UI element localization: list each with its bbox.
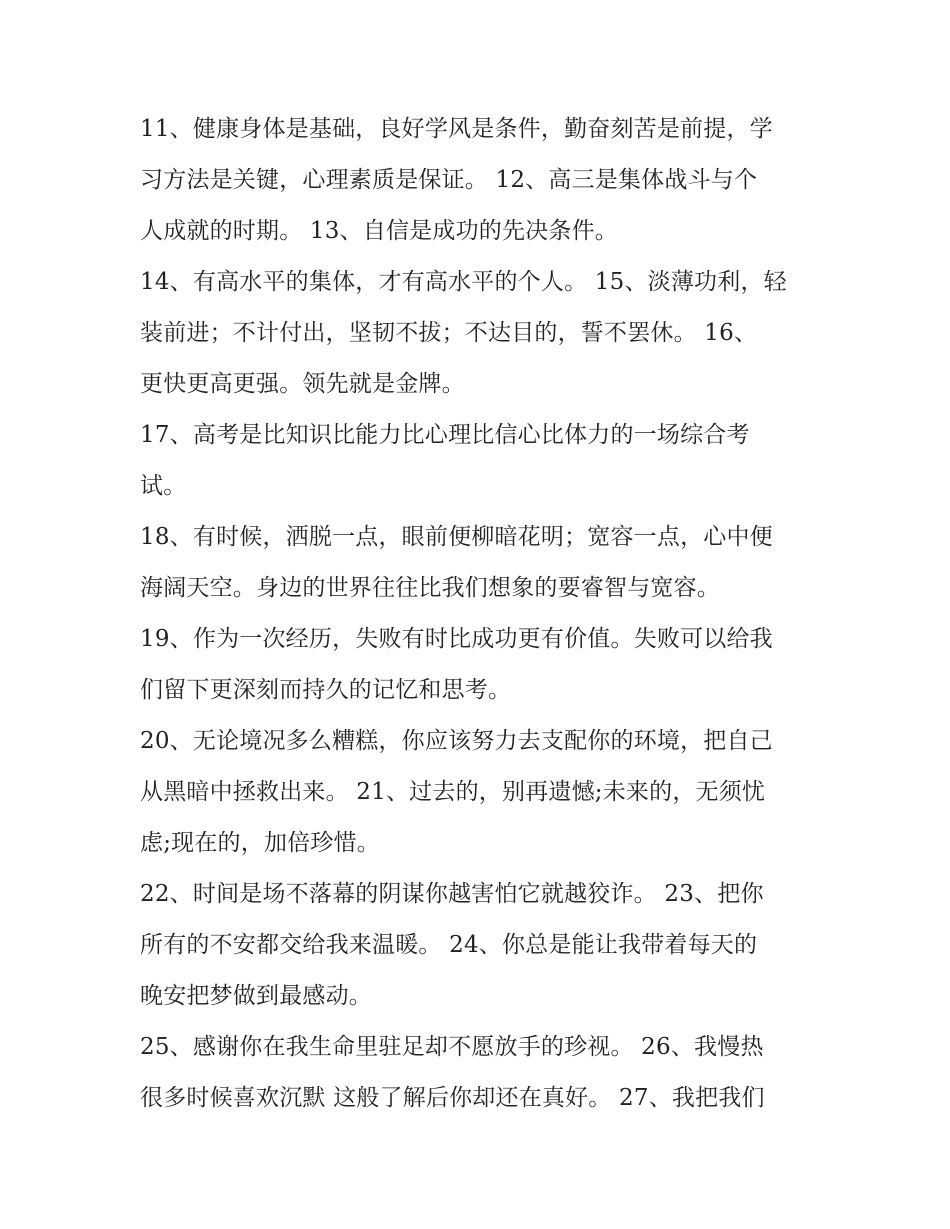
- text-line: 25、感谢你在我生命里驻足却不愿放手的珍视。 26、我慢热: [140, 1034, 764, 1060]
- paragraph-17: [140, 410, 820, 512]
- paragraph-18: [140, 512, 820, 614]
- text-line: 习方法是关键，心理素质是保证。 12、高三是集体战斗与个: [140, 167, 758, 193]
- text-line: 很多时候喜欢沉默 这般了解后你却还在真好。 27、我把我们: [140, 1085, 765, 1111]
- text-line: 从黑暗中拯救出来。 21、过去的，别再遗憾;未来的，无须忧: [140, 779, 766, 805]
- text-line: 所有的不安都交给我来温暖。 24、你总是能让我带着每天的: [140, 932, 758, 958]
- paragraph-11-13: [140, 104, 820, 257]
- text-line: 18、有时候，洒脱一点，眼前便柳暗花明；宽容一点，心中便: [140, 524, 773, 550]
- text-line: 们留下更深刻而持久的记忆和思考。: [140, 677, 512, 703]
- paragraph-22-24: [140, 869, 820, 1022]
- text-line: 人成就的时期。 13、自信是成功的先决条件。: [140, 218, 618, 244]
- paragraph-25-27: [140, 1022, 820, 1124]
- text-line: 更快更高更强。领先就是金牌。: [140, 371, 465, 397]
- text-line: 试。: [140, 473, 187, 499]
- text-line: 晚安把梦做到最感动。: [140, 983, 372, 1009]
- text-line: 20、无论境况多么糟糕，你应该努力去支配你的环境，把自己: [140, 728, 773, 754]
- text-line: 14、有高水平的集体，才有高水平的个人。 15、淡薄功利，轻: [140, 269, 787, 295]
- text-line: 19、作为一次经历，失败有时比成功更有价值。失败可以给我: [140, 626, 773, 652]
- text-line: 22、时间是场不落幕的阴谋你越害怕它就越狡诈。 23、把你: [140, 881, 764, 907]
- document-body: [140, 104, 820, 1124]
- text-line: 装前进；不计付出，坚韧不拔；不达目的，誓不罢休。 16、: [140, 320, 758, 346]
- paragraph-14-16: [140, 257, 820, 410]
- text-line: 11、健康身体是基础，良好学风是条件，勤奋刻苦是前提，学: [140, 116, 773, 142]
- paragraph-20-21: [140, 716, 820, 869]
- text-line: 17、高考是比知识比能力比心理比信心比体力的一场综合考: [140, 422, 750, 448]
- paragraph-19: [140, 614, 820, 716]
- text-line: 海阔天空。身边的世界往往比我们想象的要睿智与宽容。: [140, 575, 720, 601]
- text-line: 虑;现在的，加倍珍惜。: [140, 830, 380, 856]
